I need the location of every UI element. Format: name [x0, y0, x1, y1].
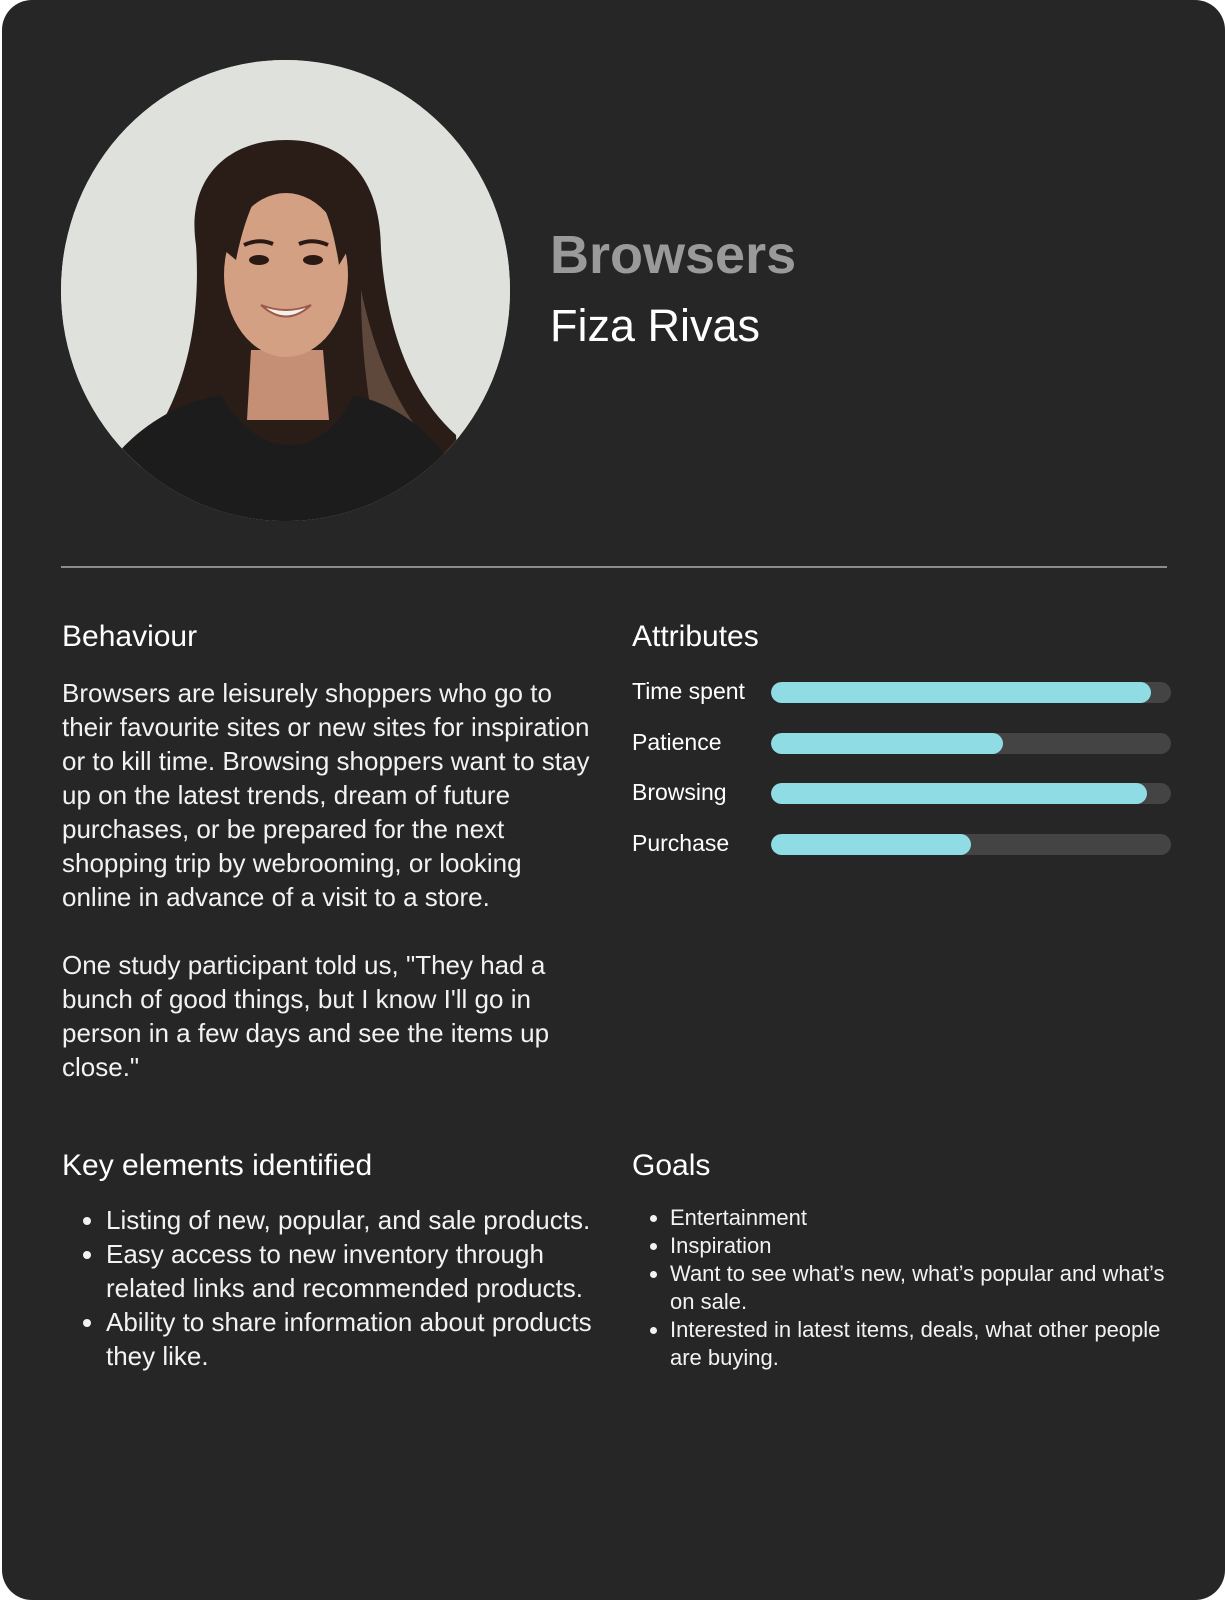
list-item: • Listing of new, popular, and sale products.	[106, 1203, 602, 1237]
behaviour-heading: Behaviour	[62, 620, 198, 653]
attribute-bar	[771, 834, 971, 855]
attribute-label: Browsing	[632, 779, 727, 805]
attribute-track	[771, 834, 1171, 855]
divider	[61, 566, 1167, 568]
list-item: • Inspiration	[670, 1232, 1172, 1260]
attribute-row	[632, 824, 1172, 875]
attribute-row	[632, 773, 1172, 824]
attribute-list	[632, 672, 1172, 874]
list-item: • Easy access to new inventory through related links and recommended products.	[106, 1237, 602, 1305]
attribute-track	[771, 682, 1171, 703]
key-elements-list	[62, 1203, 602, 1373]
attribute-track	[771, 733, 1171, 754]
list-item: • Want to see what’s new, what’s popular and what’s on sale.	[670, 1260, 1172, 1316]
persona-name: Fiza Rivas	[550, 300, 761, 351]
attribute-bar	[771, 733, 1003, 754]
goals-heading: Goals	[632, 1149, 711, 1182]
persona-card	[2, 0, 1225, 1600]
attribute-bar	[771, 783, 1147, 804]
behaviour-quote: One study participant told us, "They had a bunch of good things, but I know I'll go in person in a few days and see the items up close."	[62, 950, 550, 1082]
behaviour-paragraph: Browsers are leisurely shoppers who go to their favourite sites or new sites for inspiration or to kill time. Browsing shoppers want to stay up on the latest trends, dream of future purchases, or be prepared for the next shopping trip by webrooming, or looking online in advance of a visit to a store.	[62, 678, 590, 912]
attribute-label: Purchase	[632, 829, 730, 856]
list-item: • Entertainment	[670, 1204, 1172, 1232]
persona-type: Browsers	[550, 225, 797, 285]
attribute-label: Patience	[632, 728, 722, 755]
behaviour-text	[62, 676, 597, 1084]
attribute-row	[632, 723, 1172, 774]
list-item: • Interested in latest items, deals, what other people are buying.	[670, 1316, 1172, 1372]
attributes-heading: Attributes	[632, 620, 759, 653]
attribute-row	[632, 672, 1172, 723]
attribute-bar	[771, 682, 1151, 703]
key-elements-heading: Key elements identified	[62, 1149, 373, 1182]
persona-photo	[61, 60, 510, 521]
goals-list	[632, 1204, 1172, 1372]
attribute-track	[771, 783, 1171, 804]
list-item: • Ability to share information about products they like.	[106, 1305, 602, 1373]
attribute-label: Time spent	[632, 678, 745, 704]
